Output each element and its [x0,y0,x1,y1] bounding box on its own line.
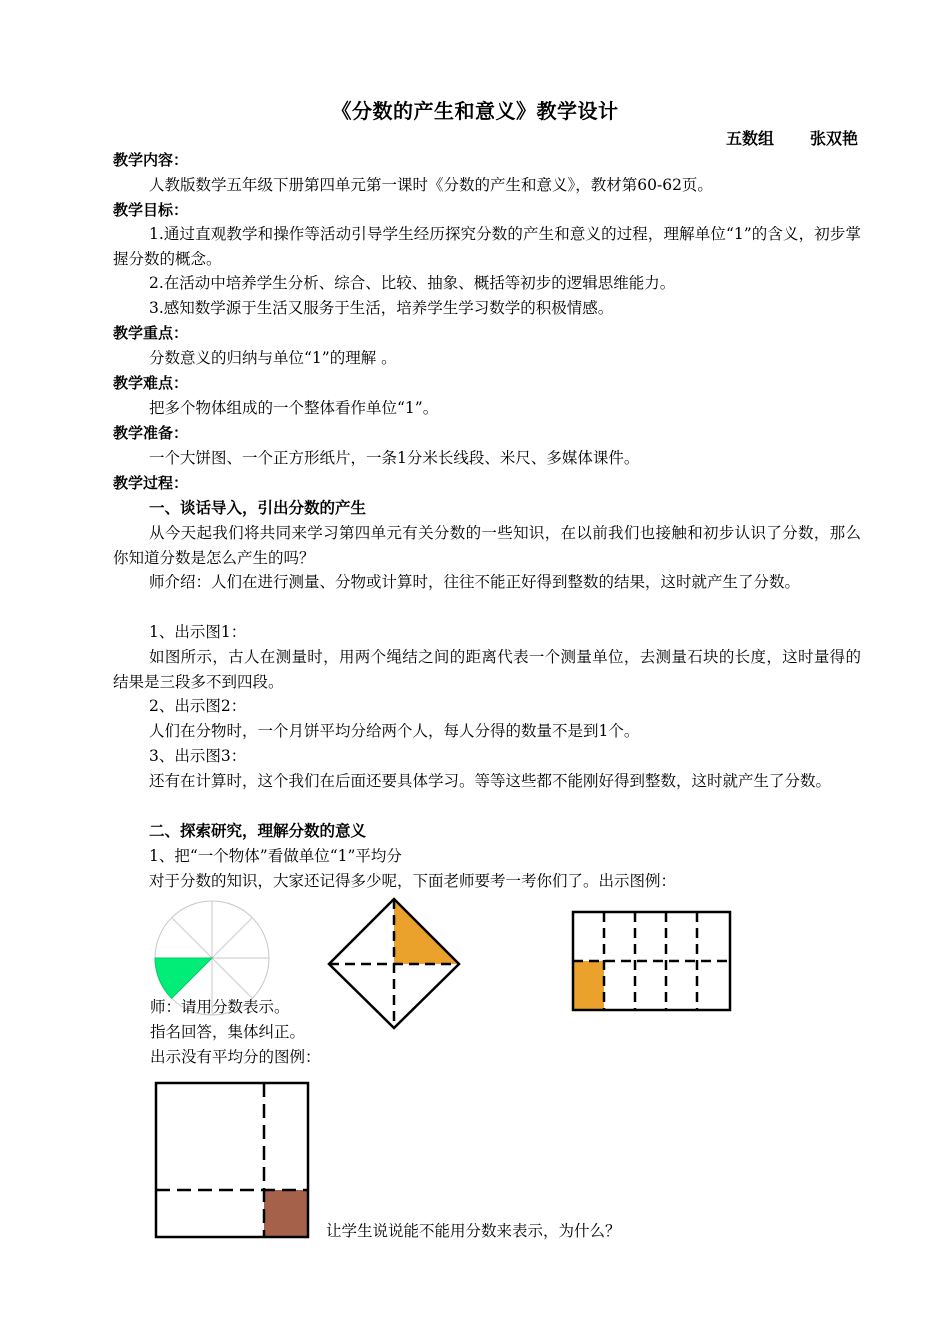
part2-title: 二、探索研究，理解分数的意义 [149,822,367,840]
goal-2: 2.在活动中培养学生分析、综合、比较、抽象、概括等初步的逻辑思维能力。 [149,274,676,292]
sub-heading-1: 1、把“一个物体”看做单位“1”平均分 [149,847,402,865]
preparation-text: 一个大饼图、一个正方形纸片，一条1分米长线段、米尺、多媒体课件。 [149,449,640,467]
heading-difficulty: 教学难点： [113,374,189,392]
document-title: 《分数的产生和意义》教学设计 [331,99,619,123]
heading-goals: 教学目标： [113,201,189,219]
rectangle-grid-figure [571,910,733,1014]
heading-key: 教学重点： [113,324,189,342]
part1-title: 一、谈话导入，引出分数的产生 [149,499,367,517]
goal-1: 1.通过直观教学和操作等活动引导学生经历探究分数的产生和意义的过程，理解单位“1”的含义，初步掌握分数的概念。 [113,225,861,268]
author-group: 五数组 [725,129,774,148]
para-8: 指名回答，集体纠正。 [150,1023,306,1041]
unequal-division-figure [153,1080,313,1242]
author-name: 张双艳 [809,129,858,148]
para-9: 出示没有平均分的图例： [150,1048,321,1066]
heading-preparation: 教学准备： [113,424,189,442]
para-4: 人们在分物时，一个月饼平均分给两个人，每人分得的数量不是到1个。 [149,722,640,740]
para-6: 对于分数的知识，大家还记得多少呢，下面老师要考一考你们了。出示图例： [149,872,677,890]
para-10: 让学生说说能不能用分数来表示，为什么？ [326,1222,621,1240]
key-text: 分数意义的归纳与单位“1”的理解 。 [149,349,397,367]
fig3-label: 3、出示图3： [149,747,247,765]
author-line [690,126,858,149]
difficulty-text: 把多个物体组成的一个整体看作单位“1”。 [149,399,439,417]
para-3: 如图所示，古人在测量时，用两个绳结之间的距离代表一个测量单位，去测量石块的长度，这时量得的结果是三段多不到四段。 [113,648,861,691]
para-5: 还有在计算时，这个我们在后面还要具体学习。等等这些都不能刚好得到整数，这时就产生了分数。 [149,772,832,790]
content-text: 人教版数学五年级下册第四单元第一课时《分数的产生和意义》，教材第60-62页。 [149,176,713,194]
para-2: 师介绍：人们在进行测量、分物或计算时，往往不能正好得到整数的结果，这时就产生了分数。 [149,573,801,591]
fig1-label: 1、出示图1： [149,623,247,641]
fig2-label: 2、出示图2： [149,697,247,715]
para-7: 师：请用分数表示。 [150,998,290,1016]
para-1: 从今天起我们将共同来学习第四单元有关分数的一些知识，在以前我们也接触和初步认识了分数，那么你知道分数是怎么产生的吗？ [113,524,861,567]
goal-3: 3.感知数学源于生活又服务于生活，培养学生学习数学的积极情感。 [149,299,614,317]
heading-content: 教学内容： [113,151,189,169]
heading-process: 教学过程： [113,474,189,492]
